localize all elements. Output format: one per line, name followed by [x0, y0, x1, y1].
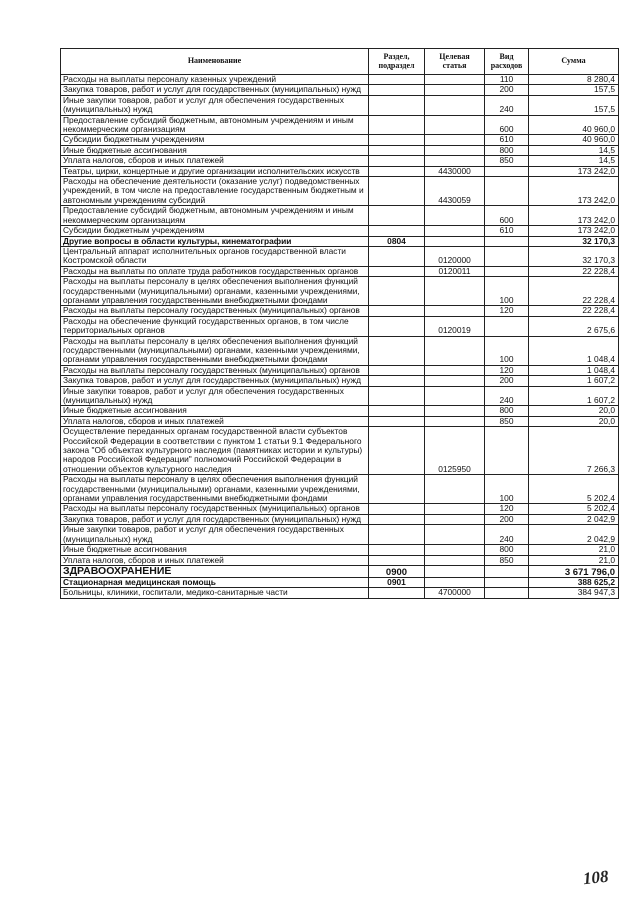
row-type: 120 — [485, 504, 529, 514]
row-type: 600 — [485, 206, 529, 226]
row-section: 0804 — [369, 236, 425, 246]
row-target — [425, 145, 485, 155]
row-target — [425, 135, 485, 145]
row-sum: 2 675,6 — [529, 316, 619, 336]
row-name: Другие вопросы в области культуры, кинематографии — [61, 236, 369, 246]
row-target — [425, 386, 485, 406]
table-row — [61, 577, 619, 587]
table-row — [61, 316, 619, 336]
row-type: 850 — [485, 416, 529, 426]
row-section — [369, 336, 425, 365]
row-section — [369, 206, 425, 226]
row-section — [369, 545, 425, 555]
row-section — [369, 386, 425, 406]
row-section — [369, 306, 425, 316]
row-target — [425, 85, 485, 95]
row-target: 0125950 — [425, 427, 485, 475]
row-sum: 2 042,9 — [529, 514, 619, 524]
table-row — [61, 75, 619, 85]
row-section — [369, 365, 425, 375]
row-sum: 40 960,0 — [529, 115, 619, 135]
row-name: Уплата налогов, сборов и иных платежей — [61, 416, 369, 426]
row-section — [369, 376, 425, 386]
row-type: 800 — [485, 145, 529, 155]
row-target — [425, 115, 485, 135]
row-sum: 384 947,3 — [529, 588, 619, 598]
row-name: Расходы на выплаты по оплате труда работников государственных органов — [61, 266, 369, 276]
row-target — [425, 565, 485, 577]
row-sum: 173 242,0 — [529, 166, 619, 176]
table-row — [61, 226, 619, 236]
row-type: 100 — [485, 475, 529, 504]
row-section — [369, 266, 425, 276]
row-sum: 21,0 — [529, 555, 619, 565]
header-section: Раздел, подраздел — [369, 49, 425, 75]
row-sum: 32 170,3 — [529, 236, 619, 246]
row-target — [425, 555, 485, 565]
row-section — [369, 504, 425, 514]
table-row — [61, 545, 619, 555]
row-target — [425, 95, 485, 115]
row-section — [369, 514, 425, 524]
row-sum: 7 266,3 — [529, 427, 619, 475]
row-target — [425, 577, 485, 587]
row-name: Больницы, клиники, госпитали, медико-санитарные части — [61, 588, 369, 598]
row-name: Центральный аппарат исполнительных органов государственной власти Костромской области — [61, 246, 369, 266]
row-type: 800 — [485, 545, 529, 555]
row-name: Расходы на выплаты персоналу государственных (муниципальных) органов — [61, 306, 369, 316]
table-row — [61, 565, 619, 577]
table-row — [61, 115, 619, 135]
row-name: Расходы на обеспечение функций государственных органов, в том числе территориальных органов — [61, 316, 369, 336]
row-target — [425, 475, 485, 504]
table-row — [61, 376, 619, 386]
row-name: Расходы на выплаты персоналу государственных (муниципальных) органов — [61, 365, 369, 375]
row-sum: 173 242,0 — [529, 226, 619, 236]
row-section — [369, 85, 425, 95]
row-target — [425, 226, 485, 236]
row-name: Иные бюджетные ассигнования — [61, 545, 369, 555]
row-type: 200 — [485, 85, 529, 95]
row-type — [485, 246, 529, 266]
header-target: Целевая статья — [425, 49, 485, 75]
row-type: 610 — [485, 135, 529, 145]
row-target: 0120000 — [425, 246, 485, 266]
row-name: Расходы на выплаты персоналу в целях обеспечения выполнения функций государственными (муниципальными) органами, казенными учреждениями, органами управления государственными внебюджетными фондами — [61, 475, 369, 504]
row-target — [425, 336, 485, 365]
row-section — [369, 156, 425, 166]
row-type — [485, 427, 529, 475]
row-name: Расходы на выплаты персоналу казенных учреждений — [61, 75, 369, 85]
row-sum: 1 048,4 — [529, 365, 619, 375]
row-target — [425, 206, 485, 226]
row-name: Субсидии бюджетным учреждениям — [61, 226, 369, 236]
row-target — [425, 156, 485, 166]
row-type: 850 — [485, 156, 529, 166]
row-name: Закупка товаров, работ и услуг для государственных (муниципальных) нужд — [61, 376, 369, 386]
row-sum: 388 625,2 — [529, 577, 619, 587]
row-type: 120 — [485, 365, 529, 375]
row-type — [485, 588, 529, 598]
row-type: 610 — [485, 226, 529, 236]
row-type: 800 — [485, 406, 529, 416]
row-section — [369, 555, 425, 565]
row-sum: 14,5 — [529, 145, 619, 155]
table-row — [61, 135, 619, 145]
row-name: Уплата налогов, сборов и иных платежей — [61, 555, 369, 565]
row-name: Расходы на выплаты персоналу в целях обеспечения выполнения функций государственными (муниципальными) органами, казенными учреждениями, органами управления государственными внебюджетными фондами — [61, 336, 369, 365]
row-name: Театры, цирки, концертные и другие организации исполнительских искусств — [61, 166, 369, 176]
table-row — [61, 95, 619, 115]
row-sum: 5 202,4 — [529, 475, 619, 504]
row-target — [425, 504, 485, 514]
row-sum: 5 202,4 — [529, 504, 619, 514]
row-name: Расходы на выплаты персоналу в целях обеспечения выполнения функций государственными (муниципальными) органами, казенными учреждениями, органами управления государственными внебюджетными фондами — [61, 277, 369, 306]
row-section — [369, 525, 425, 545]
row-target — [425, 277, 485, 306]
row-type: 110 — [485, 75, 529, 85]
row-type — [485, 565, 529, 577]
row-section — [369, 166, 425, 176]
row-sum: 22 228,4 — [529, 306, 619, 316]
row-sum: 32 170,3 — [529, 246, 619, 266]
row-type — [485, 166, 529, 176]
row-target: 4700000 — [425, 588, 485, 598]
row-name: Закупка товаров, работ и услуг для государственных (муниципальных) нужд — [61, 514, 369, 524]
row-name: Предоставление субсидий бюджетным, автономным учреждениям и иным некоммерческим организациям — [61, 115, 369, 135]
row-target — [425, 236, 485, 246]
row-name: Стационарная медицинская помощь — [61, 577, 369, 587]
row-section — [369, 416, 425, 426]
row-target — [425, 75, 485, 85]
row-target — [425, 545, 485, 555]
row-target: 0120011 — [425, 266, 485, 276]
table-row — [61, 406, 619, 416]
row-type: 200 — [485, 376, 529, 386]
table-row — [61, 166, 619, 176]
row-target — [425, 376, 485, 386]
row-section — [369, 95, 425, 115]
row-sum: 8 280,4 — [529, 75, 619, 85]
row-sum: 21,0 — [529, 545, 619, 555]
table-row — [61, 386, 619, 406]
table-row — [61, 177, 619, 206]
row-type: 120 — [485, 306, 529, 316]
row-type: 850 — [485, 555, 529, 565]
row-type — [485, 236, 529, 246]
row-target — [425, 525, 485, 545]
row-sum: 1 607,2 — [529, 376, 619, 386]
row-section — [369, 406, 425, 416]
row-sum: 20,0 — [529, 416, 619, 426]
row-name: Иные бюджетные ассигнования — [61, 145, 369, 155]
row-target — [425, 416, 485, 426]
row-name: Расходы на выплаты персоналу государственных (муниципальных) органов — [61, 504, 369, 514]
table-row — [61, 427, 619, 475]
row-type: 100 — [485, 336, 529, 365]
row-target: 4430059 — [425, 177, 485, 206]
row-sum: 173 242,0 — [529, 206, 619, 226]
row-type: 100 — [485, 277, 529, 306]
table-row — [61, 236, 619, 246]
row-target — [425, 406, 485, 416]
row-section — [369, 277, 425, 306]
row-target — [425, 365, 485, 375]
row-sum: 173 242,0 — [529, 177, 619, 206]
row-type — [485, 316, 529, 336]
row-sum: 2 042,9 — [529, 525, 619, 545]
row-type: 200 — [485, 514, 529, 524]
row-sum: 14,5 — [529, 156, 619, 166]
table-row — [61, 416, 619, 426]
row-sum: 22 228,4 — [529, 277, 619, 306]
header-sum: Сумма — [529, 49, 619, 75]
table-row — [61, 504, 619, 514]
row-type: 600 — [485, 115, 529, 135]
row-section — [369, 316, 425, 336]
row-sum: 1 048,4 — [529, 336, 619, 365]
row-section — [369, 177, 425, 206]
row-target — [425, 514, 485, 524]
row-sum: 157,5 — [529, 85, 619, 95]
row-name: Предоставление субсидий бюджетным, автономным учреждениям и иным некоммерческим организациям — [61, 206, 369, 226]
row-type: 240 — [485, 95, 529, 115]
header-name: Наименование — [61, 49, 369, 75]
row-section — [369, 427, 425, 475]
row-sum: 1 607,2 — [529, 386, 619, 406]
header-type: Вид расходов — [485, 49, 529, 75]
row-sum: 157,5 — [529, 95, 619, 115]
table-row — [61, 475, 619, 504]
row-section: 0901 — [369, 577, 425, 587]
row-name: Иные бюджетные ассигнования — [61, 406, 369, 416]
table-row — [61, 514, 619, 524]
row-name: Иные закупки товаров, работ и услуг для обеспечения государственных (муниципальных) нужд — [61, 386, 369, 406]
row-type — [485, 577, 529, 587]
table-row — [61, 525, 619, 545]
table-row — [61, 555, 619, 565]
row-section — [369, 75, 425, 85]
row-section — [369, 588, 425, 598]
row-target: 0120019 — [425, 316, 485, 336]
table-row — [61, 336, 619, 365]
row-sum: 22 228,4 — [529, 266, 619, 276]
row-section: 0900 — [369, 565, 425, 577]
row-type: 240 — [485, 386, 529, 406]
row-section — [369, 115, 425, 135]
budget-table-sheet — [60, 48, 618, 599]
table-body — [61, 75, 619, 599]
row-name: Иные закупки товаров, работ и услуг для обеспечения государственных (муниципальных) нужд — [61, 525, 369, 545]
row-target: 4430000 — [425, 166, 485, 176]
row-name: Иные закупки товаров, работ и услуг для обеспечения государственных (муниципальных) нужд — [61, 95, 369, 115]
table-row — [61, 277, 619, 306]
row-type — [485, 177, 529, 206]
table-row — [61, 206, 619, 226]
row-name: Расходы на обеспечение деятельности (оказание услуг) подведомственных учреждений, в том числе на предоставление государственным бюджетным и автономным учреждениям субсидий — [61, 177, 369, 206]
table-row — [61, 306, 619, 316]
table-row — [61, 145, 619, 155]
row-type — [485, 266, 529, 276]
row-name: Закупка товаров, работ и услуг для государственных (муниципальных) нужд — [61, 85, 369, 95]
row-type: 240 — [485, 525, 529, 545]
table-row — [61, 85, 619, 95]
row-section — [369, 135, 425, 145]
row-section — [369, 246, 425, 266]
row-name: ЗДРАВООХРАНЕНИЕ — [61, 565, 369, 577]
row-sum: 3 671 796,0 — [529, 565, 619, 577]
row-name: Субсидии бюджетным учреждениям — [61, 135, 369, 145]
row-section — [369, 475, 425, 504]
table-row — [61, 246, 619, 266]
table-row — [61, 156, 619, 166]
row-sum: 20,0 — [529, 406, 619, 416]
row-name: Осуществление переданных органам государственной власти субъектов Российской Федерации в соответствии с пунктом 1 статьи 9.1 Федерального закона "Об объектах культурного наследия (памятниках истории и культуры) народов Российской Федерации" полномочий Российской Федерации в отношении объектов культурного наследия — [61, 427, 369, 475]
table-row — [61, 588, 619, 598]
table-header-row — [61, 49, 619, 75]
row-section — [369, 226, 425, 236]
page-number: 108 — [582, 866, 610, 889]
row-section — [369, 145, 425, 155]
row-sum: 40 960,0 — [529, 135, 619, 145]
row-target — [425, 306, 485, 316]
table-row — [61, 365, 619, 375]
row-name: Уплата налогов, сборов и иных платежей — [61, 156, 369, 166]
table-row — [61, 266, 619, 276]
budget-table — [60, 48, 619, 599]
